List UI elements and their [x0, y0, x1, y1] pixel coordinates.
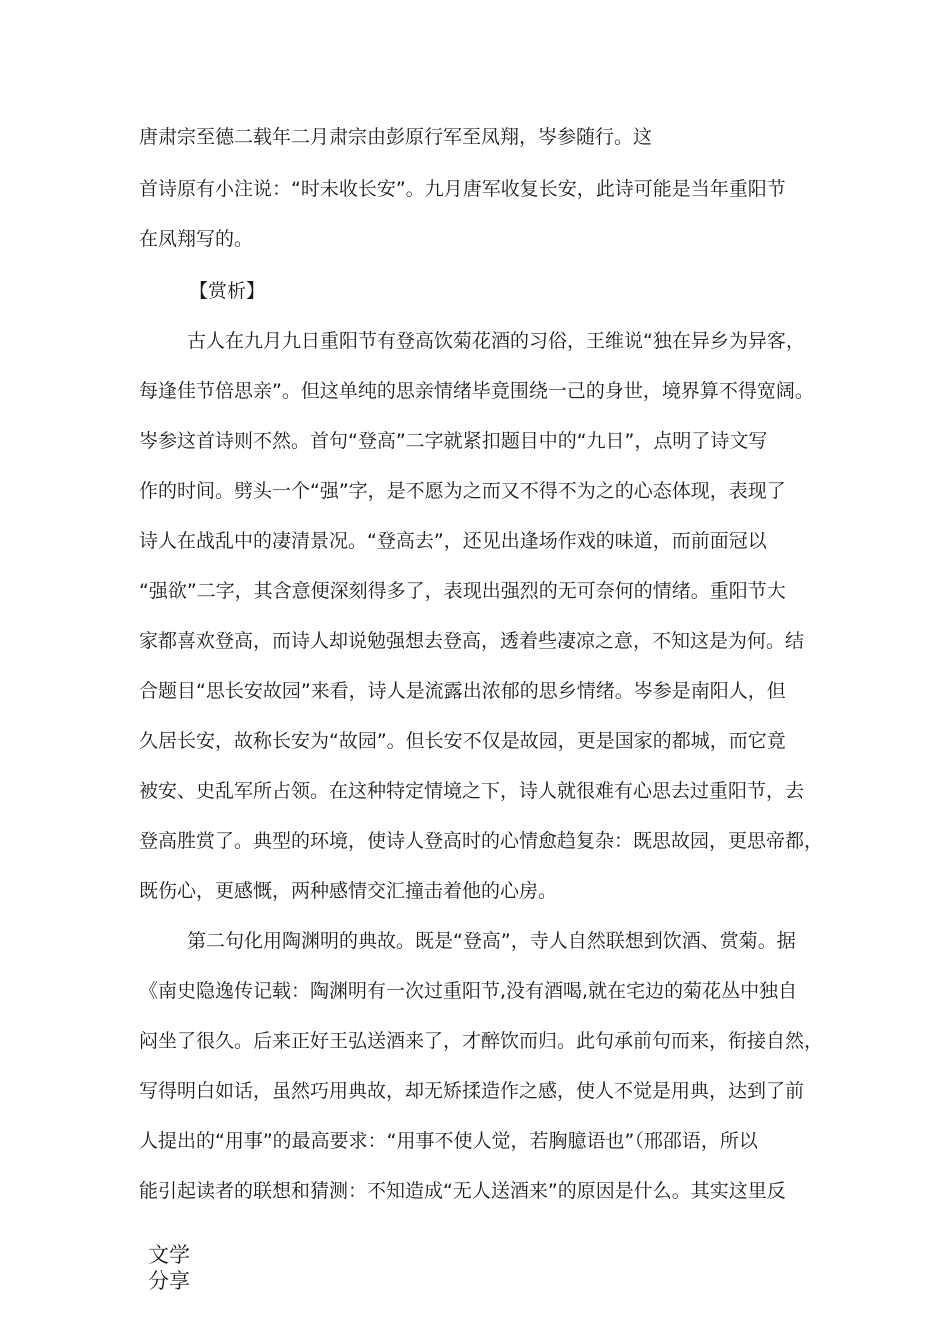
text-line: 被安、史乱军所占领。在这种特定情境之下，诗人就很难有心思去过重阳节，去: [139, 780, 805, 802]
text-line: 首诗原有小注说：“时未收长安”。九月唐军收复长安，此诗可能是当年重阳节: [139, 178, 786, 200]
text-line: 作的时间。劈头一个“强”字，是不愿为之而又不得不为之的心态体现，表现了: [139, 480, 786, 502]
text-line: “强欲”二字，其含意便深刻得多了，表现出强烈的无可奈何的情绪。重阳节大: [139, 580, 786, 602]
text-line: 闷坐了很久。后来正好王弘送酒来了，才醉饮而归。此句承前句而来，衔接自然，: [139, 1030, 824, 1052]
text-line: 古人在九月九日重阳节有登高饮菊花酒的习俗，王维说“独在异乡为异客，: [187, 330, 805, 352]
text-line: 家都喜欢登高，而诗人却说勉强想去登高，透着些凄凉之意，不知这是为何。结: [139, 630, 805, 652]
text-line: 写得明白如话，虽然巧用典故，却无矫揉造作之感，使人不觉是用典，达到了前: [139, 1080, 805, 1102]
text-line: 诗人在战乱中的凄清景况。“登高去”，还见出逢场作戏的味道，而前面冠以: [139, 530, 767, 552]
text-line: 合题目“思长安故园”来看，诗人是流露出浓郁的思乡情绪。岑参是南阳人，但: [139, 680, 786, 702]
footer-label: 分享: [148, 1269, 190, 1293]
text-line: 岑参这首诗则不然。首句“登高”二字就紧扣题目中的“九日”，点明了诗文写: [139, 430, 768, 452]
text-line: 登高胜赏了。典型的环境，使诗人登高时的心情愈趋复杂：既思故园，更思帝都，: [139, 830, 824, 852]
text-line: 《南史隐逸传记载：陶渊明有一次过重阳节,没有酒喝,就在宅边的菊花丛中独自: [139, 980, 798, 1002]
footer-label: 文学: [148, 1243, 190, 1267]
text-line: 在凤翔写的。: [139, 228, 254, 250]
text-line: 第二句化用陶渊明的典故。既是“登高”，寺人自然联想到饮酒、赏菊。据: [187, 930, 796, 952]
text-line: 久居长安，故称长安为“故园”。但长安不仅是故园，更是国家的都城，而它竟: [139, 730, 786, 752]
section-heading: 【赏析】: [189, 280, 266, 302]
text-line: 既伤心，更感慨，两种感情交汇撞击着他的心房。: [139, 880, 558, 902]
text-line: 每逢佳节倍思亲”。但这单纯的思亲情绪毕竟围绕一己的身世，境界算不得宽阔。: [139, 380, 814, 402]
text-line: 唐肃宗至德二载年二月肃宗由彭原行军至凤翔，岑参随行。这: [139, 126, 653, 148]
text-line: 人提出的“用事”的最高要求：“用事不使人觉，若胸臆语也”（邢邵语，所以: [139, 1130, 758, 1152]
text-line: 能引起读者的联想和猜测：不知造成“无人送酒来”的原因是什么。其实这里反: [139, 1180, 786, 1202]
